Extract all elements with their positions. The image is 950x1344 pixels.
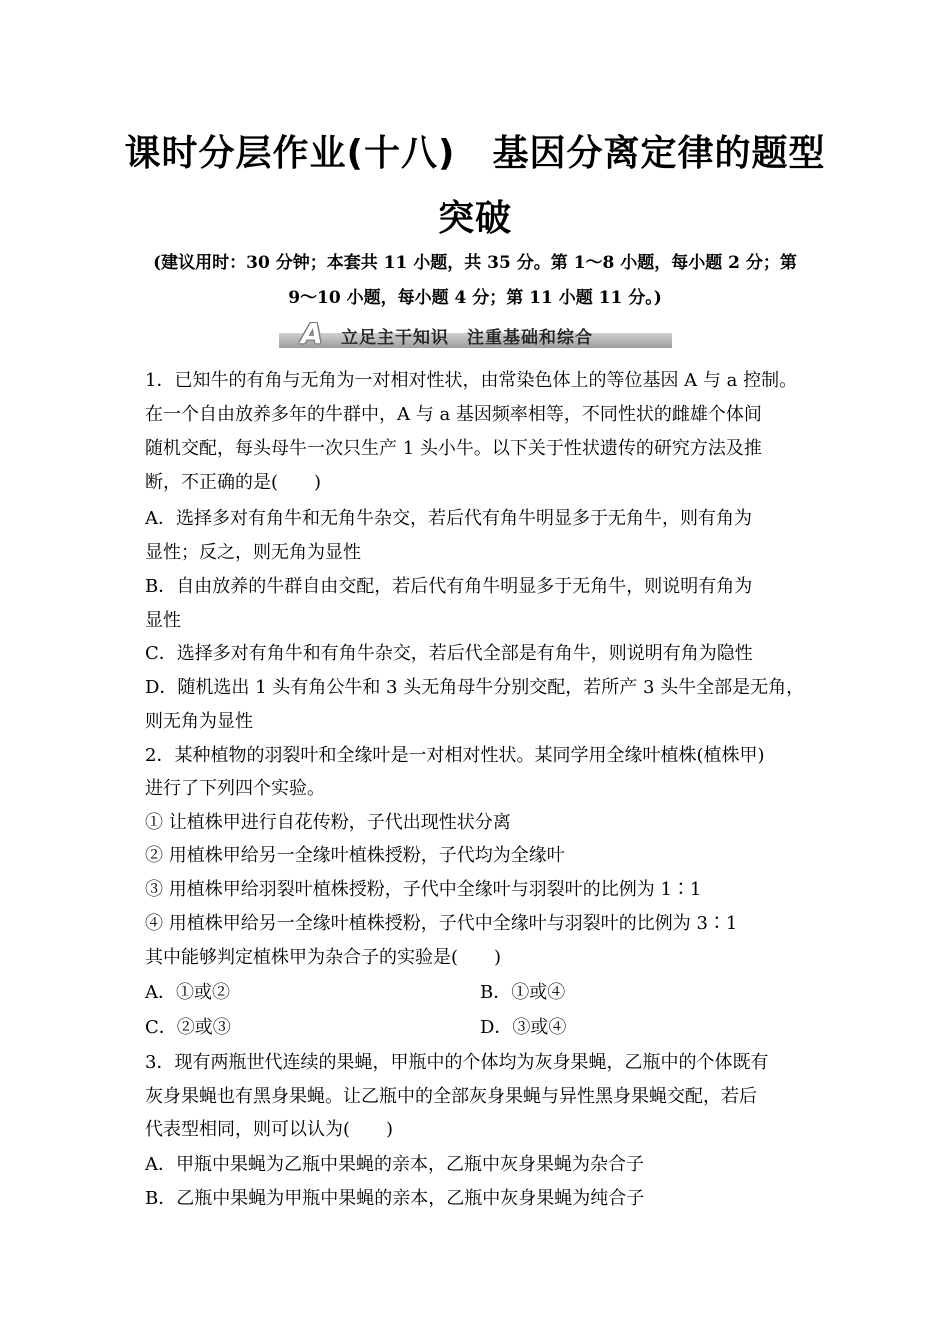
time-note-line-1: (建议用时：30 分钟；本套共 11 小题，共 35 分。第 1～8 小题，每小题 2 分；第 [153,253,797,273]
q1-option-b-cont: 显性 [145,610,181,631]
q2-option-b: B．①或④ [480,982,566,1003]
q2-option-a: A．①或② [145,982,230,1003]
q2-experiment-2: ② 用植株甲给另一全缘叶植株授粉，子代均为全缘叶 [145,845,565,866]
q1-option-d: D．随机选出 1 头有角公牛和 3 头无角母牛分别交配，若所产 3 头牛全部是无角， [145,677,805,698]
q2-experiment-1: ① 让植株甲进行自花传粉，子代出现性状分离 [145,812,511,833]
q1-stem-line: 1．已知牛的有角与无角为一对相对性状，由常染色体上的等位基因 A 与 a 控制。 [145,370,798,391]
q3-stem-line: 代表型相同，则可以认为( ) [145,1119,394,1140]
q2-stem-line: 2．某种植物的羽裂叶和全缘叶是一对相对性状。某同学用全缘叶植株(植株甲) [145,745,765,766]
q2-stem-line: 进行了下列四个实验。 [145,778,325,799]
q3-stem-line: 3．现有两瓶世代连续的果蝇，甲瓶中的个体均为灰身果蝇，乙瓶中的个体既有 [145,1052,769,1073]
q1-stem-line: 断，不正确的是( ) [145,472,322,493]
q3-option-b: B．乙瓶中果蝇为甲瓶中果蝇的亲本，乙瓶中灰身果蝇为纯合子 [145,1188,645,1209]
page-title-line-1: 课时分层作业(十八) 基因分离定律的题型 [124,133,826,174]
q2-experiment-4: ④ 用植株甲给另一全缘叶植株授粉，子代中全缘叶与羽裂叶的比例为 3∶1 [145,913,738,934]
time-note-line-2: 9～10 小题，每小题 4 分；第 11 小题 11 分。) [288,288,662,308]
q2-question-line: 其中能够判定植株甲为杂合子的实验是( ) [145,947,502,968]
q1-option-a: A．选择多对有角牛和无角牛杂交，若后代有角牛明显多于无角牛，则有角为 [145,508,752,529]
q1-option-b: B．自由放养的牛群自由交配，若后代有角牛明显多于无角牛，则说明有角为 [145,576,753,597]
section-banner-label: 立足主干知识 注重基础和综合 [341,328,593,348]
q1-option-d-cont: 则无角为显性 [145,711,253,732]
q3-option-a: A．甲瓶中果蝇为乙瓶中果蝇的亲本，乙瓶中灰身果蝇为杂合子 [145,1154,644,1175]
q1-stem-line: 随机交配，每头母牛一次只生产 1 头小牛。以下关于性状遗传的研究方法及推 [145,438,762,459]
page-title-line-2: 突破 [437,198,512,239]
q2-experiment-3: ③ 用植株甲给羽裂叶植株授粉，子代中全缘叶与羽裂叶的比例为 1∶1 [145,879,702,900]
q1-option-a-cont: 显性；反之，则无角为显性 [145,542,361,563]
q2-option-d: D．③或④ [480,1017,567,1038]
q2-option-c: C．②或③ [145,1017,231,1038]
section-a-badge-icon: A [301,317,323,350]
q1-stem-line: 在一个自由放养多年的牛群中，A 与 a 基因频率相等，不同性状的雌雄个体间 [145,404,762,425]
section-banner [279,317,672,350]
q3-stem-line: 灰身果蝇也有黑身果蝇。让乙瓶中的全部灰身果蝇与异性黑身果蝇交配，若后 [145,1086,757,1107]
q1-option-c: C．选择多对有角牛和有角牛杂交，若后代全部是有角牛，则说明有角为隐性 [145,643,753,664]
